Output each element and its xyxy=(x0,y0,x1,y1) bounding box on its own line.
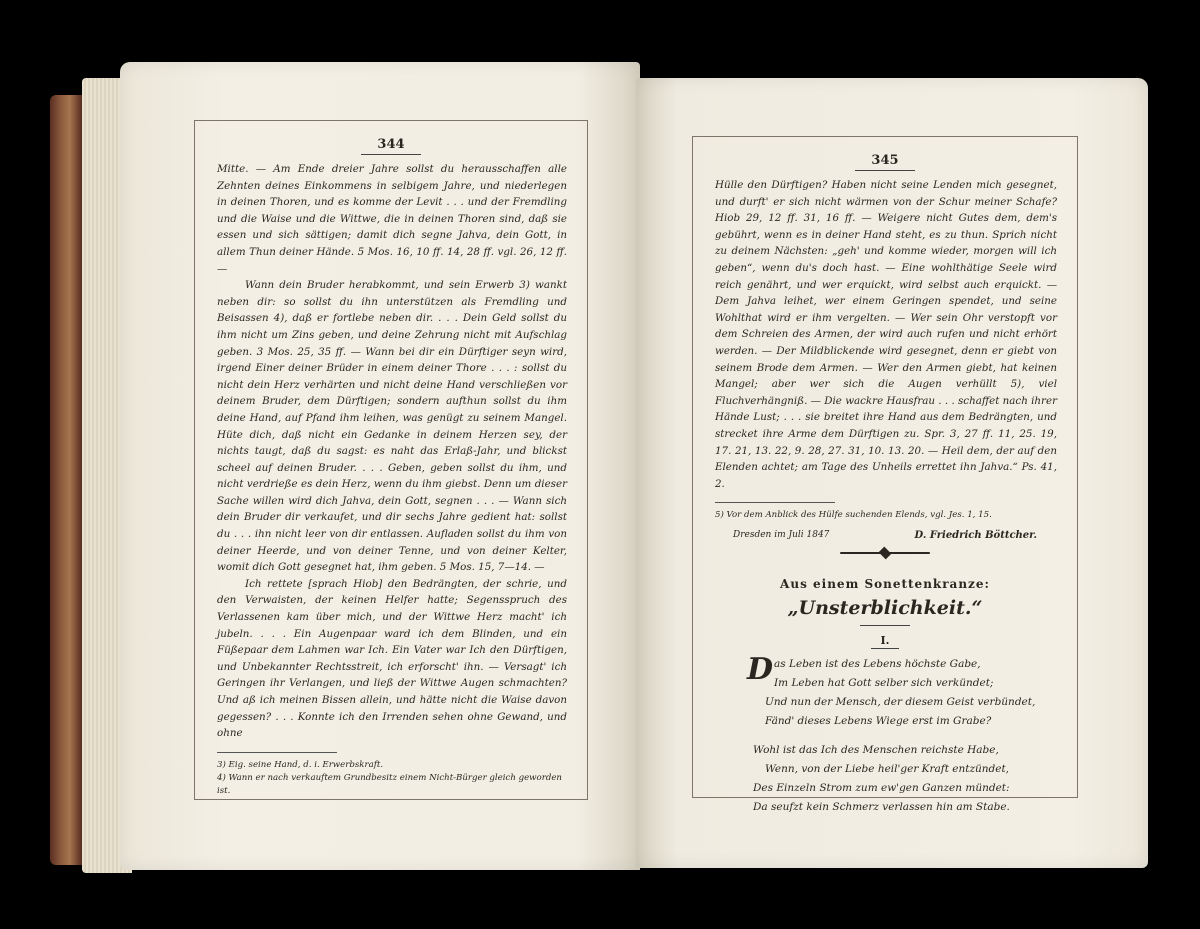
poem-line: Fänd' dieses Lebens Wiege erst im Grabe? xyxy=(765,715,992,728)
right-body-text xyxy=(693,177,1077,492)
book-spine xyxy=(50,95,86,865)
signature-line xyxy=(693,522,1077,541)
title-rule xyxy=(860,625,910,626)
page-number: 345 xyxy=(871,153,899,168)
page-number-rule xyxy=(855,170,915,171)
sonnet-number-rule xyxy=(871,648,899,649)
footnote-rule xyxy=(715,502,835,503)
page-number: 344 xyxy=(377,137,405,152)
right-page-frame xyxy=(692,136,1078,814)
poem-line: Und nun der Mensch, der diesem Geist verbündet, xyxy=(765,696,1036,709)
page-number-rule xyxy=(361,154,421,155)
paragraph: Ich rettete [sprach Hiob] den Bedrängten, der schrie, und den Verwaisten, der keinen Helfer hatte; Segensspruch des Verlassenen kam über mich, und der Wittwe Herz macht' ich jubeln. . . . Ein Augenpaar ward ich dem Blinden, und ein Füßepaar dem Lahmen war Ich. Ein Vater war Ich den Dürftigen, und Unbekannter Rechtsstreit, ich erforscht' ihn. — Versagt' ich Geringen ihr Verlangen, und ließ der Wittwe Augen schmachten? Und aß ich meinen Bissen allein, und hätte nicht die Waise davon gegessen? . . . Konnte ich den Irrenden sehen ohne Gewand, und ohne xyxy=(217,577,567,740)
footnote-rule xyxy=(217,752,337,753)
paragraph: Mitte. — Am Ende dreier Jahre sollst du herausschaffen alle Zehnten deines Einkommens in selbigem Jahre, und niederlegen in deinen Thoren, und es komme der Levit . . . und der Fremdling und die Waise und die Wittwe, die in deinen Thoren sind, daß sie essen und sich sättigen; damit dich segne Jahva, dein Gott, in allem Thun deiner Hände. 5 Mos. 16, 10 ff. 14, 28 ff. vgl. 26, 12 ff. — xyxy=(217,163,567,275)
poem xyxy=(693,652,1077,817)
stanza-1 xyxy=(747,652,1047,731)
stanza-2 xyxy=(753,741,1047,817)
left-page-frame xyxy=(194,120,588,800)
poem-line: Da seufzt kein Schmerz verlassen hin am Stabe. xyxy=(753,801,1010,814)
poem-line: Das Leben ist des Lebens höchste Gabe, xyxy=(747,652,981,688)
signature-place: Dresden im Juli 1847 xyxy=(733,530,830,541)
ornament-divider xyxy=(840,551,930,555)
section-heading: Aus einem Sonettenkranze: xyxy=(780,577,990,592)
poem-line: Des Einzeln Strom zum ew'gen Ganzen mündet: xyxy=(753,782,1010,795)
paragraph: Wann dein Bruder herabkommt, und sein Erwerb 3) wankt neben dir: so sollst du ihn unterstützen als Fremdling und Beisassen 4), daß er fortlebe neben dir. . . . Dein Geld sollst du ihm nicht um Zins geben, und deine Zehrung nicht mit Aufschlag geben. 3 Mos. 25, 35 ff. — Wann bei dir ein Dürftiger seyn wird, irgend Einer deiner Brüder in einem deiner Thore . . . : sollst du nicht dein Herz verhärten und nicht deine Hand verschließen vor deinem Bruder, dem Dürftigen; sondern aufthun sollst du ihm deine Hand, auf Pfand ihm leihen, was genügt zu seinem Mangel. Hüte dich, daß nicht ein Gedanke in deinem Herzen sey, der nichts taugt, daß du sagst: es naht das Erlaß-Jahr, und blickst scheel auf deinen Bruder. . . . Geben, geben sollst du ihm, und nicht verdrieße es dein Herz, wenn du ihm giebst. Denn um dieser Sache willen wird dich Jahva, dein Gott, segnen . . . — Wann sich dein Bruder dir verkaufet, und dir sechs Jahre gedient hat: sollst du . . . ihn nicht leer von dir entlassen. Aufladen sollst du ihm von deiner Heerde, und von deiner Tenne, und von deiner Kelter, womit dich Gott gesegnet hat, ihm geben. 5 Mos. 15, 7—14. — xyxy=(217,279,567,574)
left-page xyxy=(120,62,640,870)
right-page xyxy=(636,78,1148,868)
left-footnotes xyxy=(195,759,587,798)
signature-name: D. Friedrich Böttcher. xyxy=(914,530,1037,542)
sonnet-number: I. xyxy=(880,634,890,648)
poem-title: „Unsterblichkeit.“ xyxy=(787,597,983,620)
footnote: 3) Eig. seine Hand, d. i. Erwerbskraft. xyxy=(217,759,384,770)
footnote: 4) Wann er nach verkauftem Grundbesitz einem Nicht-Bürger gleich geworden ist. xyxy=(217,772,562,796)
right-footnotes xyxy=(693,509,1077,522)
dropcap-letter: D xyxy=(747,652,774,688)
footnote: 5) Vor dem Anblick des Hülfe suchenden Elends, vgl. Jes. 1, 15. xyxy=(715,510,992,521)
poem-line: Im Leben hat Gott selber sich verkündet; xyxy=(774,677,994,690)
poem-line: Wenn, von der Liebe heil'ger Kraft entzündet, xyxy=(765,763,1009,776)
left-body-text xyxy=(195,161,587,742)
poem-line: Wohl ist das Ich des Menschen reichste Habe, xyxy=(753,744,999,757)
paragraph: Hülle den Dürftigen? Haben nicht seine Lenden mich gesegnet, und durft' er sich nicht wärmen von der Schur meiner Schafe? Hiob 29, 12 ff. 31, 16 ff. — Weigere nicht Gutes dem, dem's gebührt, wenn es in deiner Hand steht, es zu thun. Sprich nicht zu deinem Nächsten: „geh' und komme wieder, morgen will ich geben“, wenn du's doch hast. — Eine wohlthätige Seele wird reich genährt, und wer erquickt, wird selbst auch erquickt. — Dem Jahva leihet, wer einem Geringen spendet, und seine Wohlthat wird er ihm vergelten. — Wer sein Ohr verstopft vor dem Schreien des Armen, der wird auch rufen und nicht erhört werden. — Der Mildblickende wird gesegnet, denn er giebt von seinem Brode dem Armen. — Wer den Armen giebt, hat keinen Mangel; aber wer sich die Augen verhüllt 5), viel Fluchverhängniß. — Die wackre Hausfrau . . . schaffet nach ihrer Hände Lust; . . . sie breitet ihre Hand aus dem Bedrängten, und strecket ihre Arme dem Dürftigen zu. Spr. 3, 27 ff. 11, 25. 19, 17. 21, 13. 22, 9. 28, 27. 31, 10. 13. 20. — Heil dem, der auf den Elenden achtet; am Tage des Unheils errettet ihn Jahva.“ Ps. 41, 2. xyxy=(715,179,1057,490)
